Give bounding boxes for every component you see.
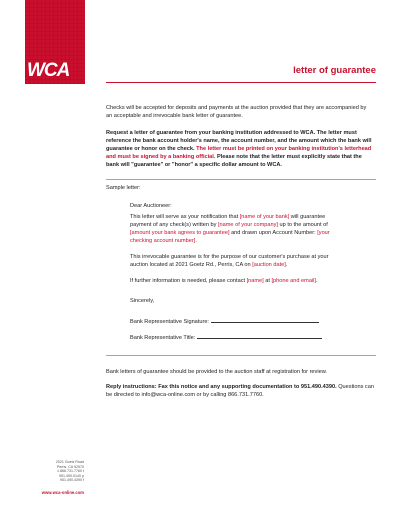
title-rule — [106, 82, 376, 83]
logo-block — [25, 0, 85, 84]
address-line-4: 951.490.0140 p — [59, 473, 84, 478]
p3-b: [name] — [246, 278, 264, 284]
sample-paragraph-1 — [130, 213, 345, 245]
sample-bottom-rule — [106, 355, 376, 356]
p1-d: [name of your company] — [217, 222, 278, 228]
sample-top-rule — [106, 179, 376, 180]
p1-b: [name of your bank] — [239, 214, 290, 220]
intro-paragraph: Checks will be accepted for deposits and payments at the auction provided that they are accompanied by an acceptable and irrevocable bank letter of guarantee. — [106, 105, 367, 119]
logo-text: WCA — [27, 60, 70, 81]
p3-e: . — [315, 278, 318, 284]
sample-paragraph-3 — [130, 277, 360, 285]
p1-a: This letter will serve as your notification that — [130, 214, 240, 220]
title-label: Bank Representative Title: — [130, 335, 196, 341]
title-blank — [197, 332, 322, 339]
p1-g: and drawn upon Account Number: — [229, 230, 318, 236]
p1-h: [your checking account number] — [130, 230, 330, 244]
address-line-2: Perris, CA 92570 — [56, 464, 84, 469]
p1-f: [amount your bank agrees to guarantee] — [130, 230, 230, 236]
address-line-1: 2021 Goetz Road — [55, 460, 84, 464]
request-paragraph — [106, 129, 374, 169]
address-line-3: 1.866.731.7760 t — [57, 469, 84, 474]
p2-b: [auction date] — [252, 262, 286, 268]
signature-line — [130, 316, 319, 326]
signature-label: Bank Representative Signature: — [130, 319, 209, 325]
title-line — [130, 332, 322, 342]
submit-paragraph: Bank letters of guarantee should be provided to the auction staff at registration for review. — [106, 369, 327, 375]
p3-d: [phone and email] — [271, 278, 316, 284]
p3-c: at — [263, 278, 272, 284]
p2-a: This irrevocable guarantee is for the purpose of our customer's purchase at your auction located at 2021 Goetz Rd., Perris, CA on — [130, 254, 329, 268]
website-link[interactable]: www.wca-online.com — [41, 490, 84, 495]
reply-bold: Reply instructions: Fax this notice and any supporting documentation to 951.490.4390. — [106, 384, 337, 390]
salutation: Dear Auctioneer: — [130, 203, 172, 209]
address-line-5: 951.490.4390 f — [60, 478, 84, 483]
p1-i: . — [195, 238, 197, 244]
reply-rest: Questions can be directed to info@wca-online.com or by calling 866.731.7760. — [106, 384, 374, 398]
sample-label: Sample letter: — [106, 185, 141, 191]
request-part1: Request a letter of guarantee from your banking institution addressed to WCA. The letter must reference the bank account holder's name, the account number, and the amount which the bank will guarantee or honor on the check. — [106, 130, 372, 152]
signature-blank — [211, 316, 319, 323]
document-title: letter of guarantee — [293, 65, 376, 76]
reply-paragraph — [106, 383, 374, 399]
p3-a: If further information is needed, please contact — [130, 278, 247, 284]
sample-paragraph-2 — [130, 253, 345, 269]
address-block — [18, 460, 84, 483]
p1-e: up to the amount of — [278, 222, 328, 228]
request-part2: The letter must be printed on your banking institution's letterhead and must be signed by a banking official. — [106, 146, 372, 160]
sincerely: Sincerely, — [130, 298, 155, 304]
p2-c: . — [285, 262, 288, 268]
p1-c: will guarantee payment of any check(s) written by — [130, 214, 326, 228]
request-part3: Please note that the letter must explicitly state that the bank will "guarantee" or "honor" a specific dollar amount to WCA. — [106, 154, 362, 168]
